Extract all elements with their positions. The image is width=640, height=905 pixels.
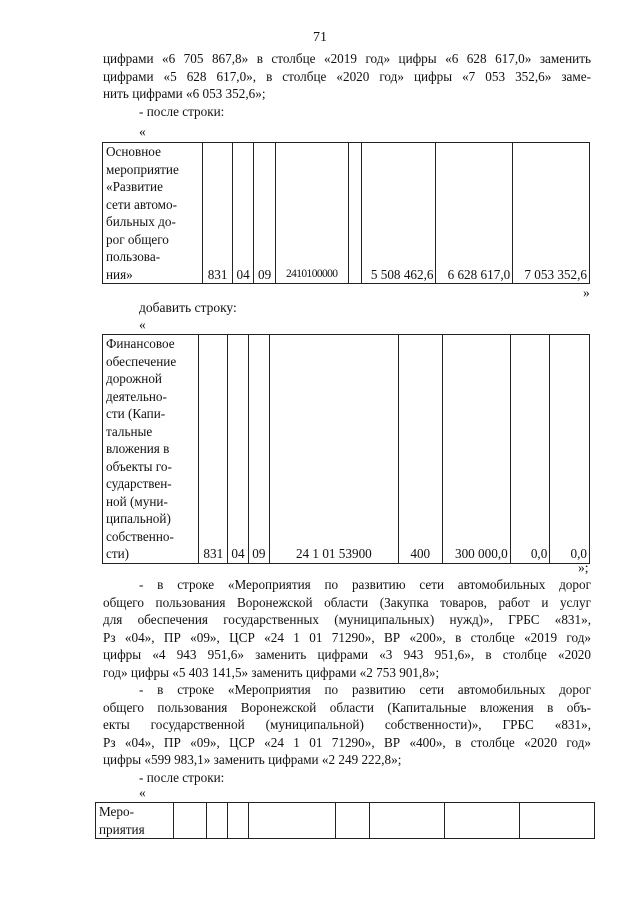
csr-cell: 24 1 01 53900: [269, 335, 398, 564]
table-financial-support: [102, 334, 590, 564]
year-2021-cell: 0,0: [550, 335, 590, 564]
empty-cell: [369, 803, 444, 839]
name-line: пользова-: [106, 249, 161, 264]
name-line: ния»: [106, 266, 133, 282]
intro-line-3: нить цифрами «6 053 352,6»;: [103, 86, 266, 101]
para2-line-5: цифры «4 943 951,6» заменить цифрами «3 943 951,6», в столбце «2020: [103, 647, 591, 662]
intro-line-1: цифрами «6 705 867,8» в столбце «2019 год» цифры «6 628 617,0» заменить: [103, 51, 591, 66]
quote-open-1: «: [139, 124, 146, 139]
para2-line-6: год» цифры «5 403 141,5» заменить цифрами «2 753 901,8»;: [103, 664, 440, 680]
quote-open-3: «: [139, 785, 146, 800]
name-line: ципальной): [106, 511, 171, 526]
year-2020-cell: 0,0: [510, 335, 550, 564]
pr-cell: 09: [254, 143, 275, 284]
row-name-cell: [103, 335, 199, 564]
grbs-cell: 831: [203, 143, 233, 284]
name-line: деятельно-: [106, 388, 167, 404]
name-line: дорожной: [106, 371, 162, 386]
csr-cell: 2410100000: [275, 143, 348, 284]
year-2019-cell: 5 508 462,6: [361, 143, 436, 284]
name-line: вложения в: [106, 441, 170, 456]
rz-cell: 04: [232, 143, 253, 284]
para3-line-1: - в строке «Мероприятия по развитию сети автомобильных дорог: [139, 682, 591, 697]
para2-line-1: - в строке «Мероприятия по развитию сети автомобильных дорог: [139, 577, 591, 592]
name-line: сударствен-: [106, 476, 172, 491]
name-line: Финансовое: [106, 336, 175, 351]
table-row: [103, 143, 590, 284]
intro-paragraph: [103, 50, 591, 120]
para2-line-3: для обеспечения государственных (муниципальных) нужд)», ГРБС «831»,: [103, 612, 591, 627]
name-line: сети автомо-: [106, 196, 177, 212]
empty-cell: [207, 803, 228, 839]
row-name-cell: [103, 143, 203, 284]
empty-cell: [444, 803, 519, 839]
vr-cell: 400: [398, 335, 442, 564]
para2-line-2: общего пользования Воронежской области (Закупка товаров, работ и услуг: [103, 594, 591, 610]
after-row-label: - после строки:: [139, 103, 225, 119]
name-line: Основное: [106, 144, 161, 159]
after-row-label-2: - после строки:: [139, 769, 225, 785]
quote-close-1: »: [583, 285, 590, 300]
name-line: приятия: [99, 821, 145, 837]
name-line: ной (муни-: [106, 493, 168, 509]
year-2020-cell: 6 628 617,0: [436, 143, 513, 284]
year-2021-cell: 7 053 352,6: [513, 143, 590, 284]
year-2019-cell: 300 000,0: [442, 335, 510, 564]
name-line: «Развитие: [106, 179, 163, 194]
add-row-label: добавить строку:: [139, 300, 237, 315]
table-row: [96, 803, 595, 839]
amendment-paragraph-2: [103, 681, 591, 786]
name-line: мероприятие: [106, 161, 179, 177]
empty-cell: [174, 803, 207, 839]
name-line: тальные: [106, 423, 153, 439]
table-activities: [95, 802, 595, 839]
name-line: Меро-: [99, 804, 134, 819]
name-line: объекты го-: [106, 458, 172, 474]
vr-cell: [348, 143, 361, 284]
empty-cell: [519, 803, 594, 839]
empty-cell: [336, 803, 369, 839]
rz-cell: 04: [228, 335, 249, 564]
row-name-cell: [96, 803, 174, 839]
para3-line-2: общего пользования Воронежской области (Капитальные вложения в объ-: [103, 699, 591, 715]
page-number: 71: [313, 30, 327, 45]
pr-cell: 09: [248, 335, 269, 564]
para3-line-4: Рз «04», ПР «09», ЦСР «24 1 01 71290», ВР «400», в столбце «2020 год»: [103, 734, 591, 750]
grbs-cell: 831: [199, 335, 228, 564]
name-line: сти (Капи-: [106, 406, 166, 421]
quote-open-2: «: [139, 317, 146, 332]
name-line: рог общего: [106, 231, 169, 247]
quote-close-semicolon: »;: [578, 560, 589, 575]
intro-line-2: цифрами «5 628 617,0», в столбце «2020 год» цифры «7 053 352,6» заме-: [103, 68, 591, 84]
empty-cell: [228, 803, 249, 839]
para3-line-3: екты государственной (муниципальной) собственности)», ГРБС «831»,: [103, 717, 591, 732]
para2-line-4: Рз «04», ПР «09», ЦСР «24 1 01 71290», ВР «200», в столбце «2019 год»: [103, 629, 591, 645]
name-line: собственно-: [106, 528, 174, 544]
table-row: [103, 335, 590, 564]
name-line: бильных до-: [106, 214, 176, 229]
table-main-activity: [102, 142, 590, 284]
para3-line-5: цифры «599 983,1» заменить цифрами «2 249 222,8»;: [103, 752, 402, 767]
empty-cell: [249, 803, 336, 839]
amendment-paragraph-1: [103, 576, 591, 681]
name-line: сти): [106, 546, 130, 561]
name-line: обеспечение: [106, 353, 177, 369]
